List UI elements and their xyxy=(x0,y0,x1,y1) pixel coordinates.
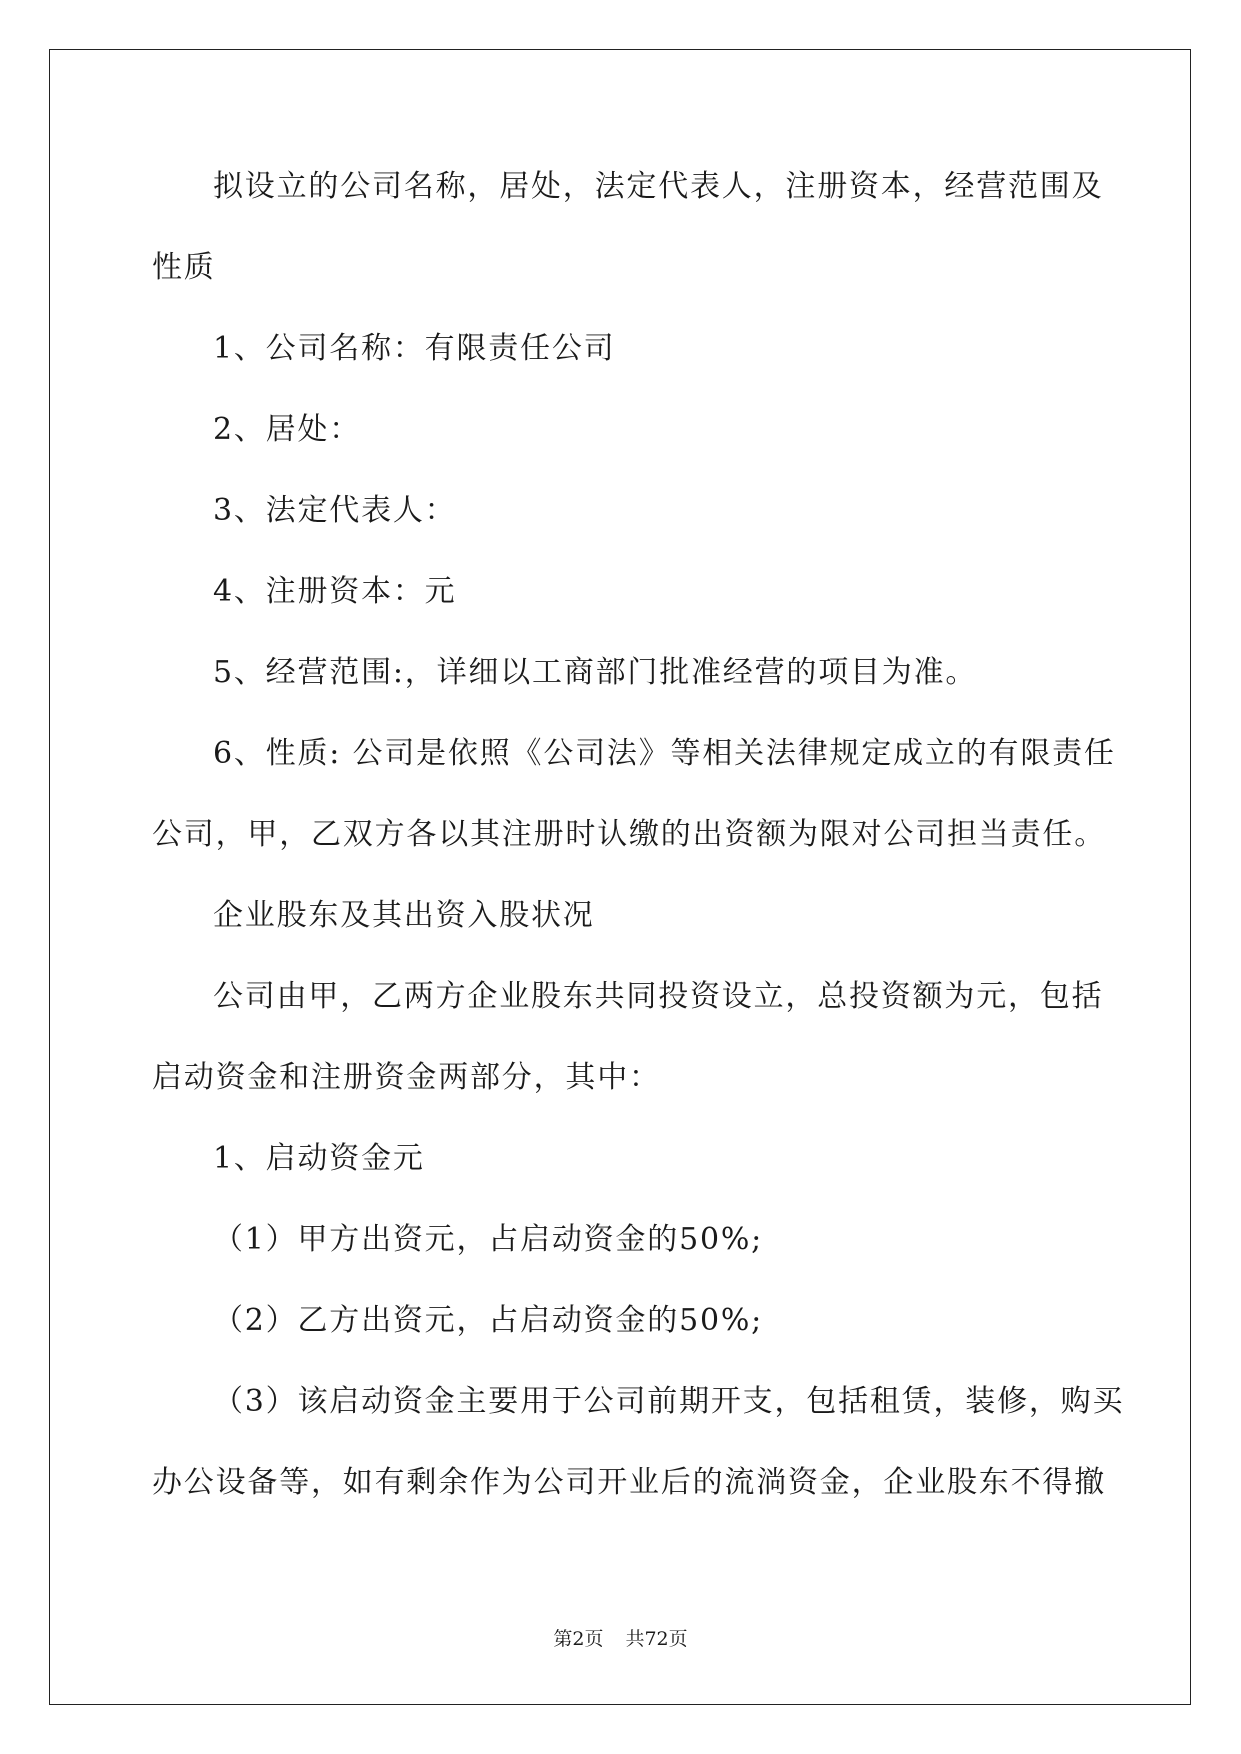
paragraph-line: 性质 xyxy=(152,250,216,285)
section-heading: 企业股东及其出资入股状况 xyxy=(213,898,595,933)
page-total: 共72页 xyxy=(625,1628,688,1650)
paragraph-line: （3）该启动资金主要用于公司前期开支，包括租赁，装修，购买 xyxy=(213,1384,1125,1419)
page-number: 第2页 xyxy=(553,1628,604,1650)
paragraph-line: （1）甲方出资元，占启动资金的50%; xyxy=(213,1222,764,1257)
paragraph-line: 办公设备等，如有剩余作为公司开业后的流淌资金，企业股东不得撤 xyxy=(152,1465,1106,1500)
paragraph-line: 拟设立的公司名称，居处，法定代表人，注册资本，经营范围及 xyxy=(213,169,1104,204)
paragraph-line: 6、性质: 公司是依照《公司法》等相关法律规定成立的有限责任 xyxy=(213,736,1116,771)
paragraph-line: 公司由甲，乙两方企业股东共同投资设立，总投资额为元，包括 xyxy=(213,979,1104,1014)
paragraph-line: 公司，甲，乙双方各以其注册时认缴的出资额为限对公司担当责任。 xyxy=(152,817,1106,852)
paragraph-line: 1、启动资金元 xyxy=(213,1141,425,1176)
paragraph-line: 3、法定代表人： xyxy=(213,493,457,528)
page-footer xyxy=(0,1626,1241,1652)
paragraph-line: 1、公司名称：有限责任公司 xyxy=(213,331,616,366)
paragraph-line: 2、居处： xyxy=(213,412,362,447)
paragraph-line: （2）乙方出资元，占启动资金的50%; xyxy=(213,1303,764,1338)
paragraph-line: 4、注册资本：元 xyxy=(213,574,457,609)
paragraph-line: 5、经营范围:，详细以工商部门批准经营的项目为准。 xyxy=(213,655,978,690)
document-body xyxy=(152,160,1125,1537)
paragraph-line: 启动资金和注册资金两部分，其中： xyxy=(152,1060,661,1095)
